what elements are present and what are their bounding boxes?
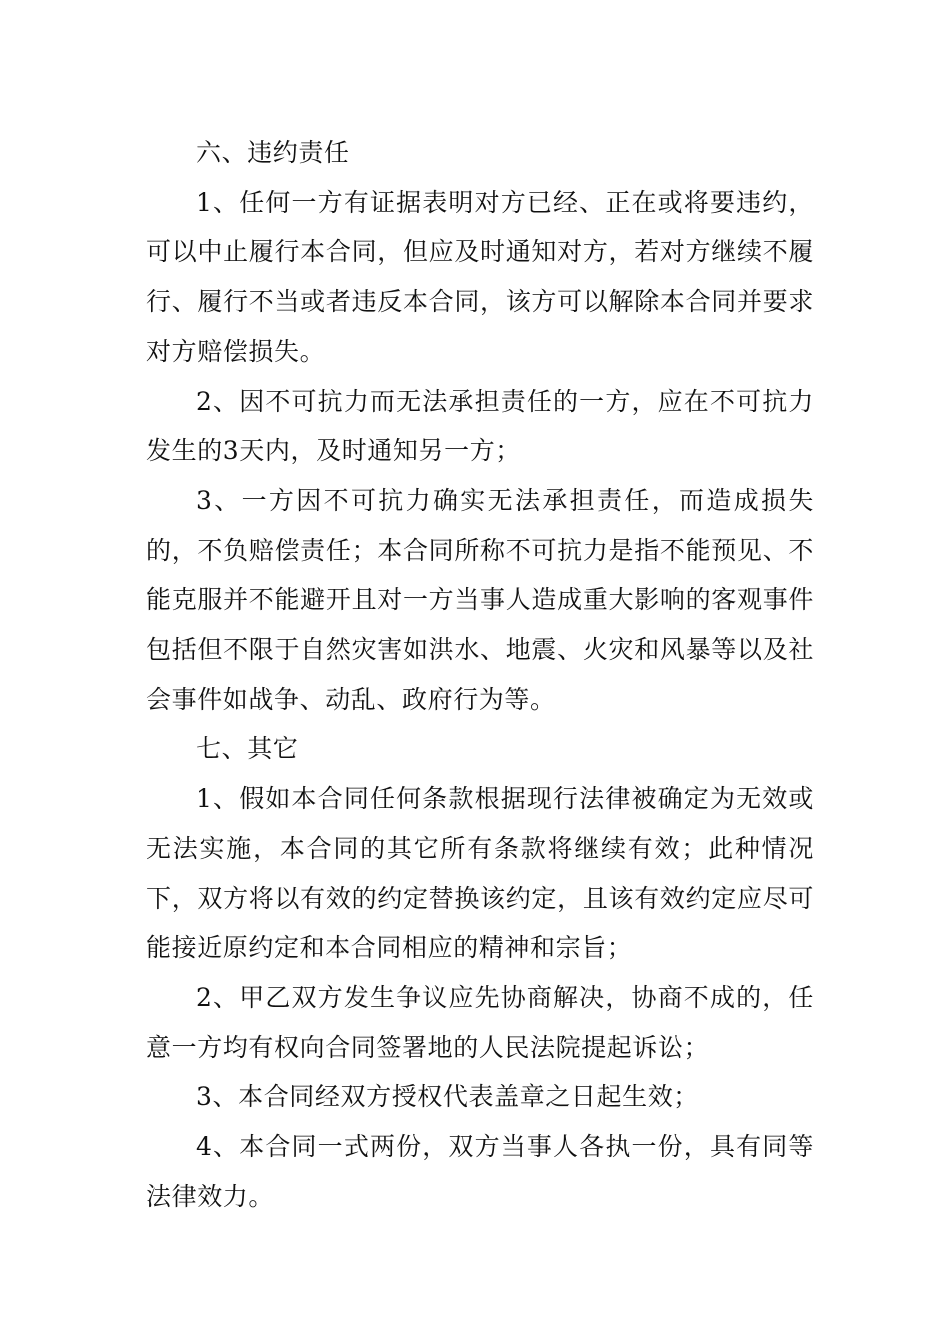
breach-clause-1: 1、任何一方有证据表明对方已经、正在或将要违约，可以中止履行本合同，但应及时通知对方，若对方继续不履行、履行不当或者违反本合同，该方可以解除本合同并要求对方赔偿损失。 xyxy=(146,187,814,366)
section-heading-breach-liability: 六、违约责任 xyxy=(196,138,350,167)
breach-clause-3: 3、一方因不可抗力确实无法承担责任，而造成损失的，不负赔偿责任；本合同所称不可抗力是指不能预见、不能克服并不能避开且对一方当事人造成重大影响的客观事件包括但不限于自然灾害如洪水、地震、火灾和风暴等以及社会事件如战争、动乱、政府行为等。 xyxy=(146,485,814,714)
other-clause-3: 3、本合同经双方授权代表盖章之日起生效； xyxy=(196,1082,699,1112)
other-clause-1: 1、假如本合同任何条款根据现行法律被确定为无效或无法实施，本合同的其它所有条款将继续有效；此种情况下，双方将以有效的约定替换该约定，且该有效约定应尽可能接近原约定和本合同相应的精神和宗旨； xyxy=(146,784,814,963)
other-clause-2: 2、甲乙双方发生争议应先协商解决，协商不成的，任意一方均有权向合同签署地的人民法院提起诉讼； xyxy=(146,982,814,1062)
section-heading-other: 七、其它 xyxy=(196,734,299,764)
breach-clause-2: 2、因不可抗力而无法承担责任的一方，应在不可抗力发生的3天内，及时通知另一方； xyxy=(146,386,814,466)
other-clause-4: 4、本合同一式两份，双方当事人各执一份，具有同等法律效力。 xyxy=(146,1132,814,1211)
document-body xyxy=(146,128,814,1221)
